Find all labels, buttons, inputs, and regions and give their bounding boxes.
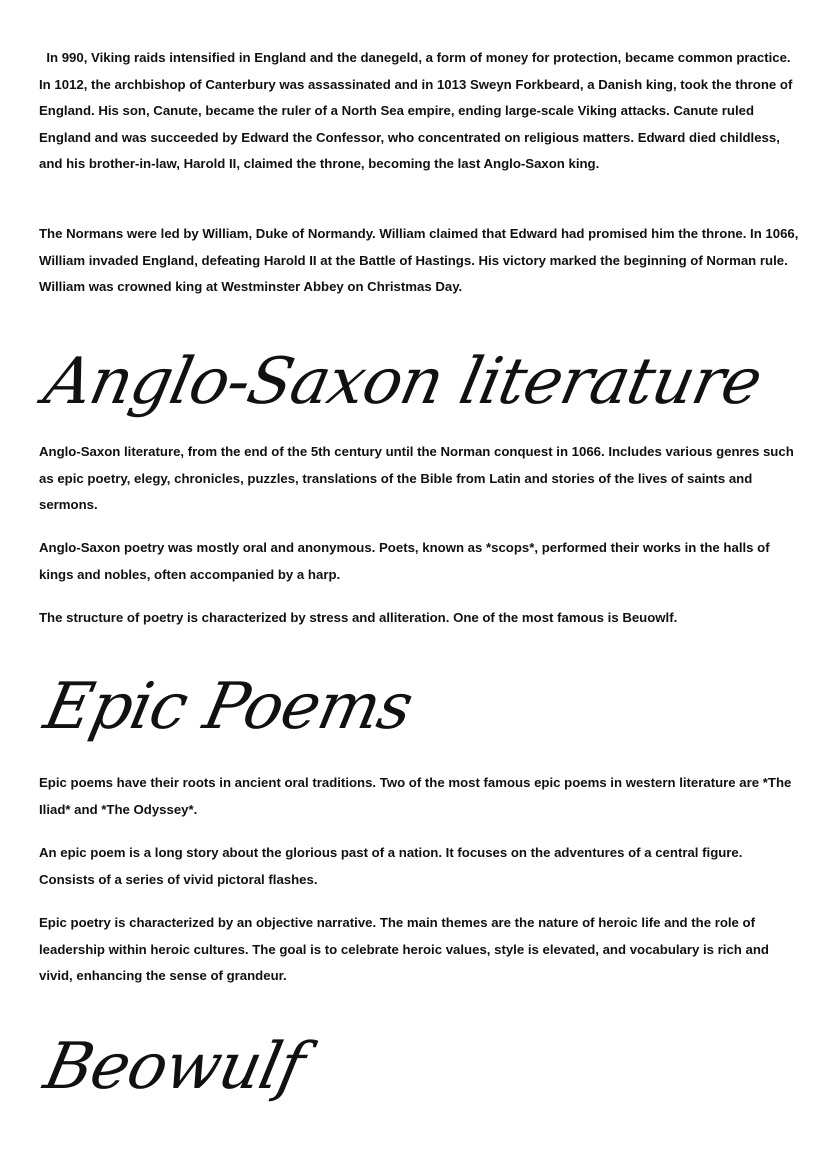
paragraph-epic-characteristics: Epic poetry is characterized by an objective narrative. The main themes are the nature of heroic life and the role of leadership within heroic cultures. The goal is to celebrate heroic values, style is elevated, and vocabulary is rich and vivid, enhancing the sense of grandeur. (39, 915, 769, 983)
paragraph-literature-overview: Anglo-Saxon literature, from the end of the 5th century until the Norman conquest in 1066. Includes various genres such as epic poetry, elegy, chronicles, puzzles, translations of the Bible from Latin and stories of the lives of saints and sermons. (39, 444, 794, 512)
paragraph-viking-raids: In 990, Viking raids intensified in England and the danegeld, a form of money for protection, became common practice. In 1012, the archbishop of Canterbury was assassinated and in 1013 Sweyn Forkbeard, a Danish king, took the throne of England. His son, Canute, became the ruler of a North Sea empire, ending large-scale Viking attacks. Canute ruled England and was succeeded by Edward the Confessor, who concentrated on religious matters. Edward died childless, and his brother-in-law, Harold II, claimed the throne, becoming the last Anglo-Saxon king. (39, 50, 797, 171)
heading-anglo-saxon-literature: Anglo-Saxon literature (38, 345, 768, 419)
paragraph-poetry-structure: The structure of poetry is characterized by stress and alliteration. One of the most famous is Beuowlf. (39, 610, 678, 625)
paragraph-poetry-oral: Anglo-Saxon poetry was mostly oral and anonymous. Poets, known as *scops*, performed their works in the halls of kings and nobles, often accompanied by a harp. (39, 540, 770, 582)
paragraph-epic-roots: Epic poems have their roots in ancient oral traditions. Two of the most famous epic poems in western literature are *The Iliad* and *The Odyssey*. (39, 775, 792, 817)
paragraph-normans: The Normans were led by William, Duke of Normandy. William claimed that Edward had promised him the throne. In 1066, William invaded England, defeating Harold II at the Battle of Hastings. His victory marked the beginning of Norman rule. William was crowned king at Westminster Abbey on Christmas Day. (39, 226, 799, 294)
heading-beowulf: Beowulf (38, 1030, 311, 1104)
paragraph-epic-definition: An epic poem is a long story about the glorious past of a nation. It focuses on the adventures of a central figure. Consists of a series of vivid pictoral flashes. (39, 845, 743, 887)
heading-epic-poems: Epic Poems (38, 670, 419, 744)
